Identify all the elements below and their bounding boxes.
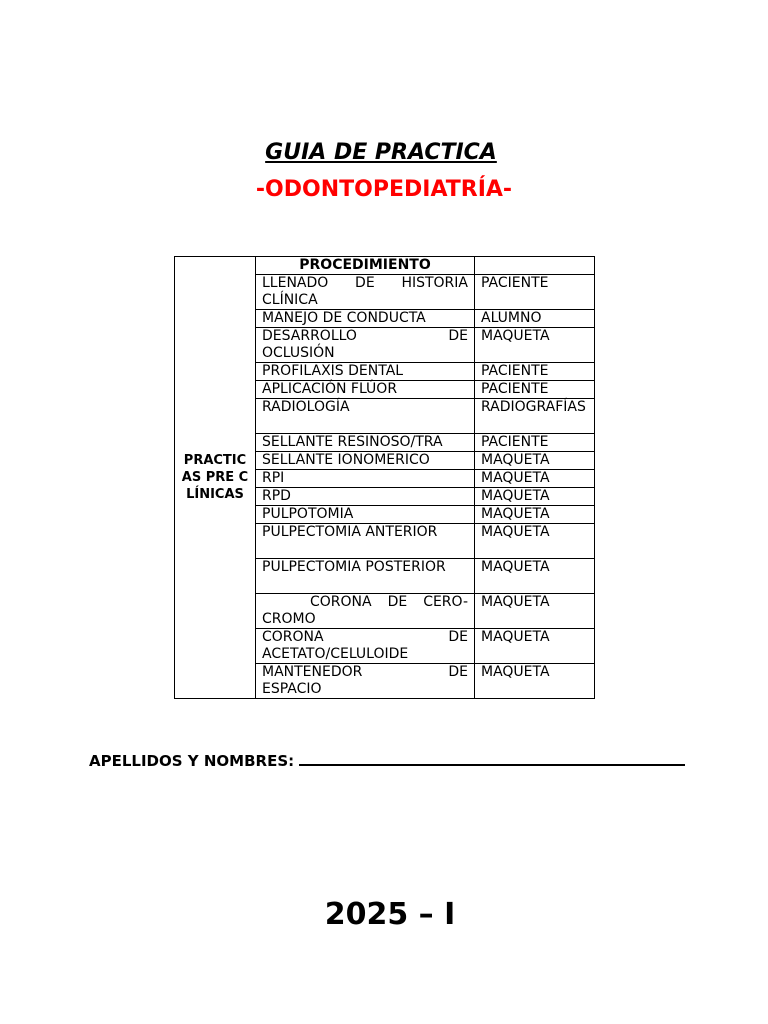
procedure-cell: CORONA DE CERO- CROMO — [256, 594, 475, 629]
side-label-cell — [175, 257, 256, 699]
names-field — [89, 750, 685, 770]
procedure-cell: LLENADO DE HISTORIA CLÍNICA — [256, 275, 475, 310]
procedure-cell: CORONA DE ACETATO/CELULOIDE — [256, 629, 475, 664]
type-cell: MAQUETA — [475, 664, 595, 699]
procedure-cell: SELLANTE IONOMERICO — [256, 452, 475, 470]
type-cell: MAQUETA — [475, 629, 595, 664]
type-cell: MAQUETA — [475, 559, 595, 594]
document-subtitle: -ODONTOPEDIATRÍA- — [255, 177, 513, 202]
procedure-cell: PULPECTOMIA ANTERIOR — [256, 524, 475, 559]
side-label: PRACTICAS PRE CLÍNICAS — [181, 453, 249, 502]
year-label: 2025 – I — [324, 897, 456, 932]
names-blank-line — [299, 750, 685, 766]
procedure-cell: RADIOLOGÍA — [256, 399, 475, 434]
header-type — [475, 257, 595, 275]
procedure-cell: MANTENEDOR DE ESPACIO — [256, 664, 475, 699]
type-cell: PACIENTE — [475, 275, 595, 310]
type-cell: MAQUETA — [475, 328, 595, 363]
type-cell: MAQUETA — [475, 488, 595, 506]
type-cell: MAQUETA — [475, 452, 595, 470]
procedure-cell: PULPOTOMIA — [256, 506, 475, 524]
table-header-row — [175, 257, 595, 275]
procedures-table — [174, 256, 595, 699]
procedure-cell: APLICACIÓN FLÚOR — [256, 381, 475, 399]
document-title: GUIA DE PRACTICA — [265, 140, 497, 165]
type-cell: RADIOGRAFÍAS — [475, 399, 595, 434]
header-procedure: PROCEDIMIENTO — [256, 257, 475, 275]
procedure-cell: SELLANTE RESINOSO/TRA — [256, 434, 475, 452]
procedure-cell: PULPECTOMIA POSTERIOR — [256, 559, 475, 594]
names-label: APELLIDOS Y NOMBRES: — [89, 752, 295, 770]
type-cell: PACIENTE — [475, 363, 595, 381]
procedure-cell: MANEJO DE CONDUCTA — [256, 310, 475, 328]
procedure-cell: RPI — [256, 470, 475, 488]
procedure-cell: RPD — [256, 488, 475, 506]
type-cell: MAQUETA — [475, 524, 595, 559]
type-cell: MAQUETA — [475, 506, 595, 524]
procedure-cell: DESARROLLO DE OCLUSIÓN — [256, 328, 475, 363]
type-cell: MAQUETA — [475, 470, 595, 488]
type-cell: PACIENTE — [475, 381, 595, 399]
type-cell: ALUMNO — [475, 310, 595, 328]
procedure-cell: PROFILAXIS DENTAL — [256, 363, 475, 381]
type-cell: MAQUETA — [475, 594, 595, 629]
type-cell: PACIENTE — [475, 434, 595, 452]
